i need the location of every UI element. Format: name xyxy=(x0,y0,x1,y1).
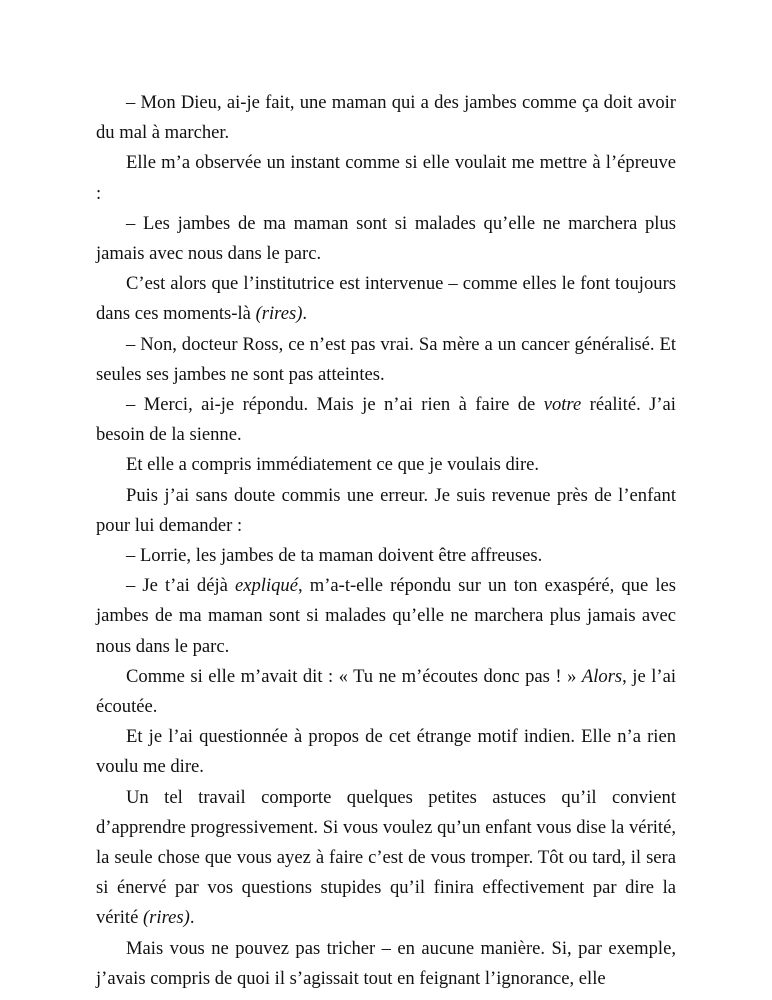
italic-text: (rires) xyxy=(142,907,190,929)
text-run: – Lorrie, les jambes de ta maman doivent être affreuses. xyxy=(126,545,543,567)
text-run: Elle m’a observée un instant comme si elle voulait me mettre à l’épreuve : xyxy=(96,152,676,204)
text-run: , je l’ai écoutée. xyxy=(96,665,676,718)
italic-text: Alors xyxy=(581,665,623,687)
text-run: Et elle a compris immédiatement ce que je voulais dire. xyxy=(126,454,540,476)
paragraph xyxy=(96,390,676,450)
paragraph xyxy=(96,450,676,480)
paragraph xyxy=(96,783,676,934)
text-run: Mais vous ne pouvez pas tricher – en aucune manière. Si, par exemple, j’avais compris de quoi il s’agissait tout en feignant l’ignorance, elle xyxy=(96,937,676,989)
paragraph xyxy=(96,148,676,208)
paragraph xyxy=(96,541,676,571)
paragraph xyxy=(96,269,676,329)
text-run: C’est alors que l’institutrice est intervenue – comme elles le font toujours dans ces moments-là xyxy=(96,273,676,325)
paragraph xyxy=(96,481,676,541)
text-run: . xyxy=(189,907,195,929)
text-run: Puis j’ai sans doute commis une erreur. Je suis revenue près de l’enfant pour lui demander : xyxy=(96,484,676,536)
text-run: réalité. J’ai besoin de la sienne. xyxy=(96,394,676,446)
text-run: Un tel travail comporte quelques petites astuces qu’il convient d’apprendre progressivement. Si vous voulez qu’un enfant vous dise la vérité, la seule chose que vous ayez à faire c’est de vous tromper. Tôt ou tard, il sera si énervé par vos questions stupides qu’il finira effectivement par dire la vérité xyxy=(96,786,676,929)
paragraph xyxy=(96,88,676,148)
italic-text: expliqué xyxy=(234,575,298,597)
text-run: , m’a-t-elle répondu sur un ton exaspéré, que les jambes de ma maman sont si malades qu’elle ne marchera plus jamais avec nous dans le parc. xyxy=(96,575,676,657)
italic-text: votre xyxy=(543,394,582,416)
text-run: . xyxy=(302,303,308,325)
paragraph xyxy=(96,934,676,994)
text-run: – Merci, ai-je répondu. Mais je n’ai rien à faire de xyxy=(126,394,544,416)
paragraph xyxy=(96,571,676,662)
text-run: – Je t’ai déjà xyxy=(126,575,235,597)
paragraph xyxy=(96,330,676,390)
page-body xyxy=(96,88,676,994)
paragraph xyxy=(96,209,676,269)
text-run: – Mon Dieu, ai-je fait, une maman qui a des jambes comme ça doit avoir du mal à marcher. xyxy=(96,92,676,144)
text-run: Et je l’ai questionnée à propos de cet étrange motif indien. Elle n’a rien voulu me dire. xyxy=(96,726,676,778)
paragraph xyxy=(96,722,676,782)
text-run: – Non, docteur Ross, ce n’est pas vrai. Sa mère a un cancer généralisé. Et seules ses jambes ne sont pas atteintes. xyxy=(96,333,676,385)
text-run: Comme si elle m’avait dit : « Tu ne m’écoutes donc pas ! » xyxy=(126,665,582,687)
text-run: – Les jambes de ma maman sont si malades qu’elle ne marchera plus jamais avec nous dans le parc. xyxy=(96,212,676,265)
italic-text: (rires) xyxy=(255,303,303,325)
paragraph xyxy=(96,662,676,722)
